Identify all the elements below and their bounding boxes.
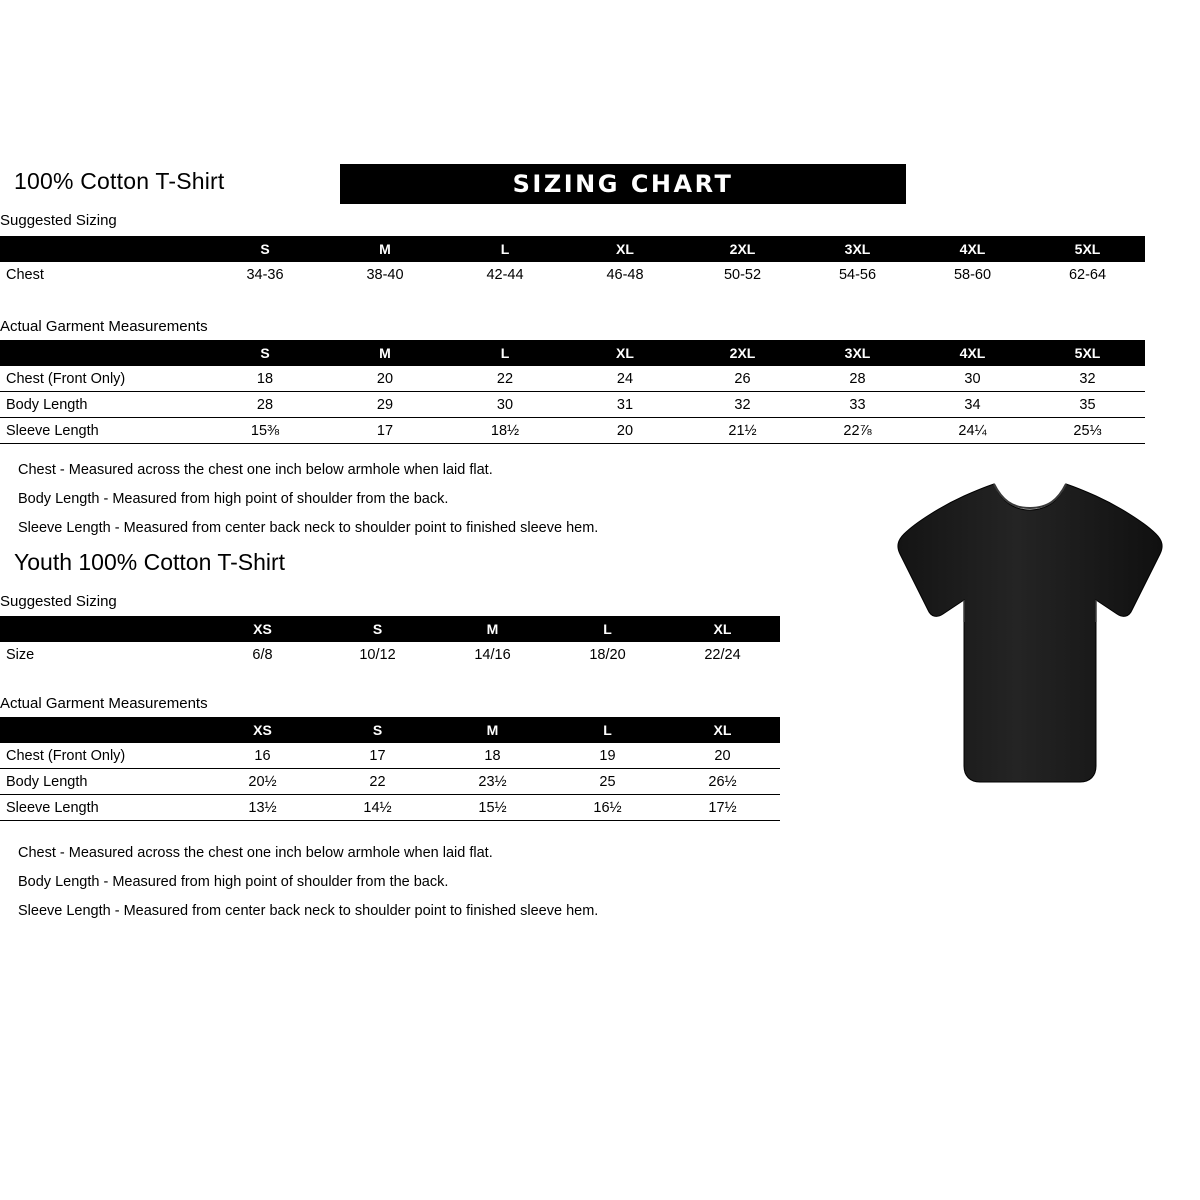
header-size: S (260, 345, 270, 361)
sizing-chart-banner-label: SIZING CHART (512, 170, 734, 198)
table-row (0, 769, 780, 795)
header-size: S (372, 621, 383, 637)
youth-note-chest: Chest - Measured across the chest one inch below armhole when laid flat. (18, 845, 493, 861)
header-size: L (603, 621, 612, 637)
cell-value: 14/16 (474, 646, 511, 663)
adult-section-title: 100% Cotton T-Shirt (14, 168, 225, 194)
header-size: S (260, 241, 270, 257)
header-size: M (486, 621, 499, 637)
table-header-row (0, 717, 780, 743)
header-size: 3XL (844, 345, 871, 361)
cell-value: 24¼ (915, 418, 1030, 444)
cell-value: 30 (445, 392, 565, 418)
cell-value: 30 (915, 366, 1030, 392)
row-label: Sleeve Length (0, 795, 205, 821)
cell-value: 15½ (435, 795, 550, 821)
cell-value: 20 (325, 366, 445, 392)
header-size: S (372, 722, 383, 738)
adult-suggested-sizing-table (0, 236, 1145, 287)
cell-value: 24 (565, 366, 685, 392)
row-label: Size (6, 646, 35, 663)
cell-value: 18 (435, 743, 550, 769)
table-row (0, 262, 1145, 287)
cell-value: 14½ (320, 795, 435, 821)
row-label: Sleeve Length (0, 418, 205, 444)
adult-note-body-length: Body Length - Measured from high point of shoulder from the back. (18, 491, 449, 507)
cell-value: 34 (915, 392, 1030, 418)
table-row (0, 642, 780, 667)
cell-value: 26 (685, 366, 800, 392)
cell-value: 54-56 (838, 266, 877, 283)
header-size: 2XL (729, 345, 756, 361)
cell-value: 29 (325, 392, 445, 418)
header-size: L (500, 345, 510, 361)
cell-value: 34-36 (246, 266, 284, 283)
cell-value: 20 (665, 743, 780, 769)
header-size: XL (616, 345, 634, 361)
header-corner (0, 616, 205, 642)
cell-value: 32 (685, 392, 800, 418)
table-header-row (0, 340, 1145, 366)
row-label: Chest (6, 266, 44, 283)
table-row (0, 418, 1145, 444)
cell-value: 21½ (685, 418, 800, 444)
youth-actual-measurements-table (0, 717, 780, 821)
cell-value: 28 (800, 366, 915, 392)
youth-note-body-length: Body Length - Measured from high point of shoulder from the back. (18, 874, 449, 890)
cell-value: 23½ (435, 769, 550, 795)
youth-section-title: Youth 100% Cotton T-Shirt (14, 549, 286, 575)
header-size: XL (616, 241, 634, 257)
youth-suggested-sizing-table (0, 616, 780, 667)
cell-value: 16½ (550, 795, 665, 821)
header-corner (0, 717, 205, 743)
header-size: M (486, 722, 499, 738)
cell-value: 62-64 (1068, 266, 1107, 283)
cell-value: 13½ (205, 795, 320, 821)
cell-value: 10/12 (359, 646, 396, 663)
sizing-chart-banner (340, 164, 906, 204)
cell-value: 17 (325, 418, 445, 444)
cell-value: 6/8 (252, 646, 273, 663)
header-size: XS (253, 621, 272, 637)
cell-value: 25⅓ (1030, 418, 1145, 444)
cell-value: 18 (205, 366, 325, 392)
cell-value: 20 (565, 418, 685, 444)
cell-value: 42-44 (486, 266, 524, 283)
header-corner (0, 236, 205, 262)
cell-value: 17 (320, 743, 435, 769)
adult-actual-measurements-table (0, 340, 1145, 444)
header-size: XL (713, 621, 732, 637)
youth-note-sleeve-length: Sleeve Length - Measured from center back neck to shoulder point to finished sleeve hem. (18, 903, 599, 919)
adult-note-chest: Chest - Measured across the chest one inch below armhole when laid flat. (18, 462, 493, 478)
cell-value: 46-48 (606, 266, 644, 283)
header-size: 2XL (729, 241, 756, 257)
cell-value: 18½ (445, 418, 565, 444)
cell-value: 22 (320, 769, 435, 795)
row-label: Chest (Front Only) (0, 366, 205, 392)
cell-value: 19 (550, 743, 665, 769)
cell-value: 18/20 (589, 646, 626, 663)
table-row (0, 743, 780, 769)
header-size: 5XL (1074, 345, 1101, 361)
adult-actual-measurements-label: Actual Garment Measurements (0, 318, 208, 335)
header-size: 3XL (844, 241, 871, 257)
header-size: M (379, 241, 391, 257)
cell-value: 17½ (665, 795, 780, 821)
row-label: Body Length (0, 769, 205, 795)
cell-value: 38-40 (366, 266, 404, 283)
table-row (0, 366, 1145, 392)
header-corner (0, 340, 205, 366)
table-row (0, 392, 1145, 418)
cell-value: 22/24 (704, 646, 741, 663)
cell-value: 15⅜ (205, 418, 325, 444)
cell-value: 58-60 (953, 266, 992, 283)
cell-value: 31 (565, 392, 685, 418)
header-size: L (603, 722, 612, 738)
row-label: Body Length (0, 392, 205, 418)
cell-value: 25 (550, 769, 665, 795)
header-size: 4XL (959, 345, 986, 361)
youth-suggested-sizing-label: Suggested Sizing (0, 593, 117, 610)
youth-actual-measurements-label: Actual Garment Measurements (0, 695, 208, 712)
row-label: Chest (Front Only) (0, 743, 205, 769)
table-header-row (0, 616, 780, 642)
black-t-shirt-illustration (890, 470, 1170, 810)
cell-value: 26½ (665, 769, 780, 795)
cell-value: 16 (205, 743, 320, 769)
table-header-row (0, 236, 1145, 262)
header-size: XL (713, 722, 732, 738)
cell-value: 32 (1030, 366, 1145, 392)
adult-note-sleeve-length: Sleeve Length - Measured from center back neck to shoulder point to finished sleeve hem. (18, 520, 599, 536)
header-size: 4XL (959, 241, 986, 257)
cell-value: 50-52 (723, 266, 762, 283)
header-size: M (379, 345, 391, 361)
cell-value: 28 (205, 392, 325, 418)
header-size: XS (253, 722, 272, 738)
header-size: L (500, 241, 510, 257)
table-row (0, 795, 780, 821)
cell-value: 22⅞ (800, 418, 915, 444)
cell-value: 35 (1030, 392, 1145, 418)
cell-value: 20½ (205, 769, 320, 795)
header-size: 5XL (1074, 241, 1101, 257)
cell-value: 22 (445, 366, 565, 392)
adult-suggested-sizing-label: Suggested Sizing (0, 212, 117, 229)
cell-value: 33 (800, 392, 915, 418)
